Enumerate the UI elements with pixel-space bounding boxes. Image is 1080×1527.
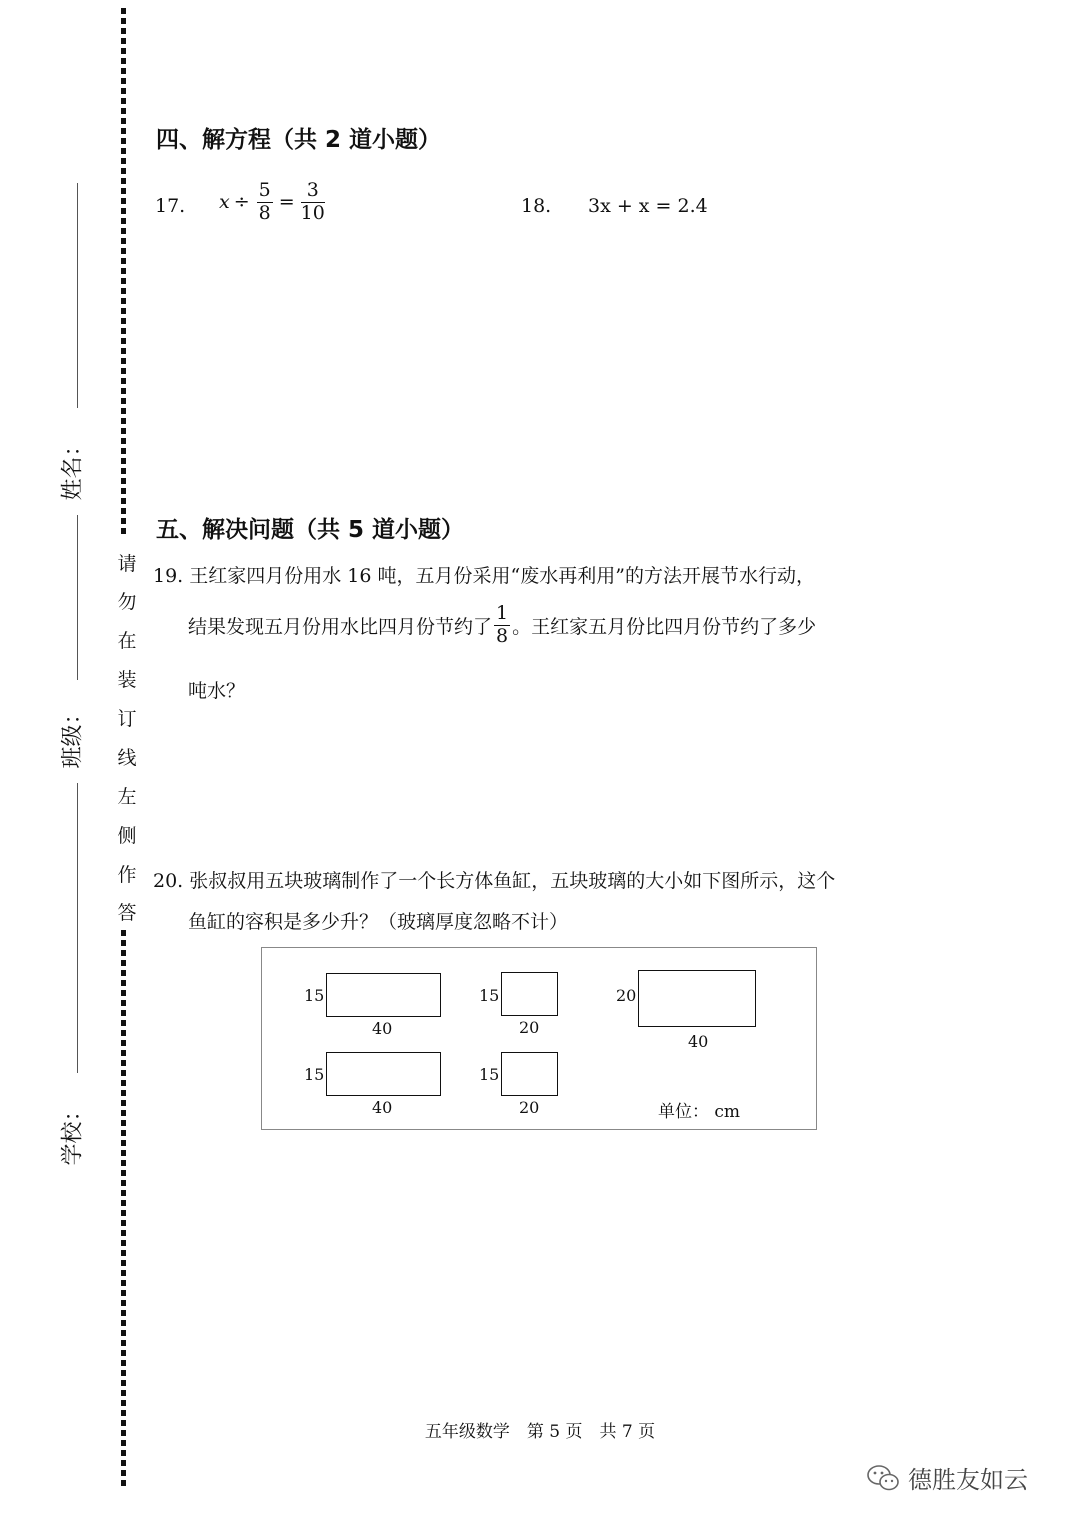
question-18-equation: 3x + x = 2.4	[588, 195, 708, 217]
glass-panel	[326, 1052, 441, 1096]
glass-panel	[501, 972, 558, 1016]
question-20-line-2: 鱼缸的容积是多少升？（玻璃厚度忽略不计）	[188, 911, 569, 933]
fraction-5-8	[257, 180, 273, 225]
fraction-denominator: 8	[258, 201, 271, 224]
watermark	[866, 1460, 1028, 1495]
panel-side-label: 15	[479, 1065, 500, 1084]
binding-warning-char: 装	[117, 669, 137, 691]
binding-warning-char: 答	[117, 902, 137, 924]
binding-warning-char: 作	[117, 864, 137, 886]
fraction-denominator: 10	[300, 201, 325, 224]
school-label: 学校：	[60, 1099, 86, 1166]
equals-sign: =	[278, 191, 295, 214]
fraction-numerator: 1	[496, 602, 509, 624]
watermark-text: 德胜友如云	[908, 1466, 1028, 1494]
divide-sign: ÷	[233, 191, 250, 214]
binding-warning-char: 在	[117, 630, 137, 652]
question-17-number: 17.	[155, 195, 186, 217]
panel-bottom-label: 40	[372, 1098, 393, 1117]
question-17-equation	[219, 180, 328, 225]
glass-panel	[638, 970, 756, 1027]
school-underline	[77, 783, 78, 1073]
unit-label: 单位： cm	[658, 1102, 741, 1122]
glass-panel	[501, 1052, 558, 1096]
class-label: 班级：	[60, 702, 86, 769]
panel-side-label: 20	[616, 986, 637, 1005]
panel-bottom-label: 20	[519, 1018, 540, 1037]
panel-bottom-label: 40	[688, 1032, 709, 1051]
section-4-title: 四、解方程（共 2 道小题）	[156, 127, 442, 153]
question-19-line-2-end: 。王红家五月份比四月份节约了多少	[512, 615, 817, 638]
fraction-3-10	[301, 180, 325, 225]
binding-warning-char: 订	[117, 708, 137, 730]
var-x: x	[219, 191, 230, 214]
binding-warning-char: 线	[117, 747, 137, 769]
glass-panels-diagram	[261, 947, 817, 1130]
binding-warning-char: 左	[117, 786, 137, 808]
fraction-denominator: 8	[496, 624, 509, 647]
panel-side-label: 15	[479, 986, 500, 1005]
panel-bottom-label: 40	[372, 1019, 393, 1038]
question-20-line-1: 20. 张叔叔用五块玻璃制作了一个长方体鱼缸，五块玻璃的大小如下图所示，这个	[153, 870, 836, 892]
question-19-line-2-start: 结果发现五月份用水比四月份节约了	[188, 615, 493, 638]
binding-dotted-line-bottom	[121, 930, 126, 1490]
question-19-line-3: 吨水？	[188, 680, 246, 702]
name-label: 姓名：	[60, 434, 86, 501]
class-underline	[77, 515, 78, 680]
question-18-number: 18.	[521, 195, 552, 217]
fraction-numerator: 5	[258, 179, 271, 201]
question-19-line-1: 19. 王红家四月份用水 16 吨，五月份采用“废水再利用”的方法开展节水行动，	[153, 565, 815, 587]
panel-bottom-label: 20	[519, 1098, 540, 1117]
binding-warning-char: 侧	[117, 825, 137, 847]
page-footer: 五年级数学 第 5 页 共 7 页	[424, 1422, 656, 1442]
question-19-line-2	[188, 603, 816, 648]
panel-side-label: 15	[304, 986, 325, 1005]
glass-panel	[326, 973, 441, 1017]
panel-side-label: 15	[304, 1065, 325, 1084]
binding-dotted-line-top	[121, 8, 126, 536]
wechat-icon	[866, 1464, 900, 1492]
binding-warning-char: 请	[117, 553, 137, 575]
section-5-title: 五、解决问题（共 5 道小题）	[156, 517, 465, 543]
fraction-1-8	[494, 603, 510, 648]
fraction-numerator: 3	[301, 180, 325, 203]
name-underline	[77, 183, 78, 408]
binding-warning-char: 勿	[117, 591, 137, 613]
